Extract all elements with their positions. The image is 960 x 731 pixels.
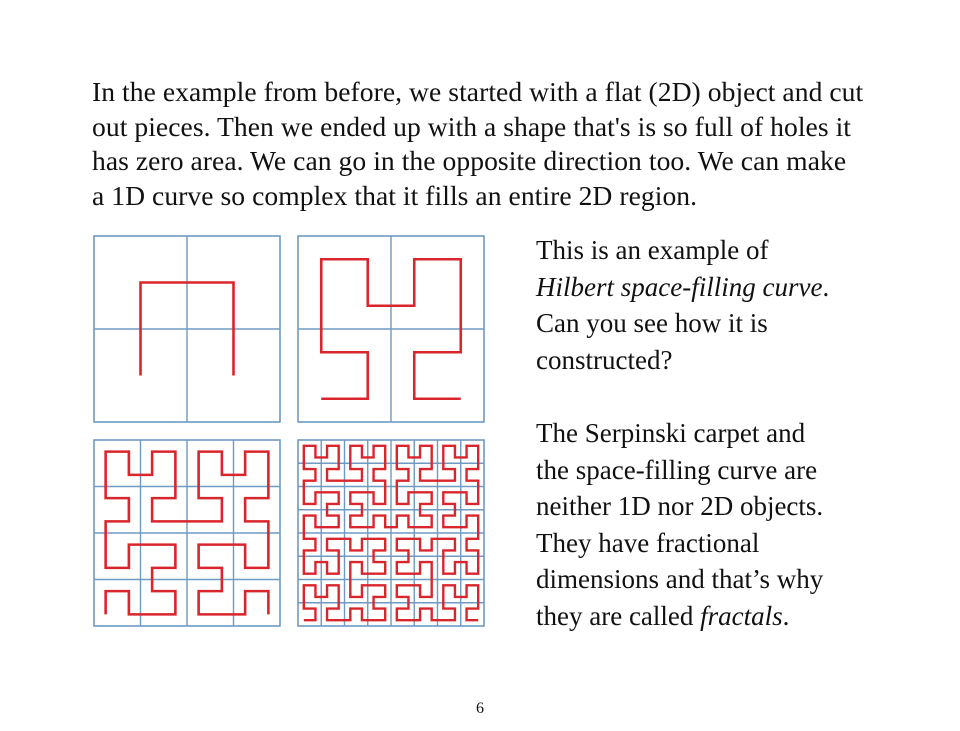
hilbert-curve-order-4 (297, 439, 485, 627)
side-line: dimensions and that’s why (536, 564, 824, 595)
side-line: constructed? (536, 344, 673, 375)
hilbert-term: Hilbert space-filling curve (536, 271, 823, 302)
hilbert-order-4-figure (297, 439, 485, 627)
hilbert-order-3-figure (93, 439, 281, 627)
intro-paragraph (92, 75, 942, 213)
period: . (822, 271, 830, 302)
intro-line: In the example from before, we started with a flat (2D) object and cut (92, 76, 864, 107)
page-number: 6 (476, 700, 484, 717)
side-text: they are called (536, 600, 701, 631)
intro-line: has zero area. We can go in the opposite direction too. We can make (92, 145, 847, 176)
hilbert-curve-order-3 (93, 439, 281, 627)
intro-line: a 1D curve so complex that it fills an entire 2D region. (92, 179, 698, 211)
hilbert-description (536, 232, 936, 378)
side-line (536, 598, 936, 635)
hilbert-curve-order-2 (297, 235, 485, 423)
side-line: This is an example of (536, 235, 769, 265)
side-line: The Serpinski carpet and (536, 418, 806, 448)
hilbert-order-1-figure (93, 235, 281, 423)
side-line (536, 269, 936, 306)
hilbert-order-2-figure (297, 235, 485, 423)
intro-line: out pieces. Then we ended up with a shape that's is so full of holes it (92, 110, 852, 142)
side-line: neither 1D nor 2D objects. (536, 491, 824, 522)
period: . (782, 600, 790, 631)
side-line: Can you see how it is (536, 308, 768, 339)
side-line: They have fractional (536, 527, 760, 558)
fractal-description (536, 415, 936, 635)
hilbert-curve-order-1 (93, 235, 281, 423)
fractals-term: fractals (700, 600, 783, 631)
side-line: the space-filling curve are (536, 454, 818, 485)
